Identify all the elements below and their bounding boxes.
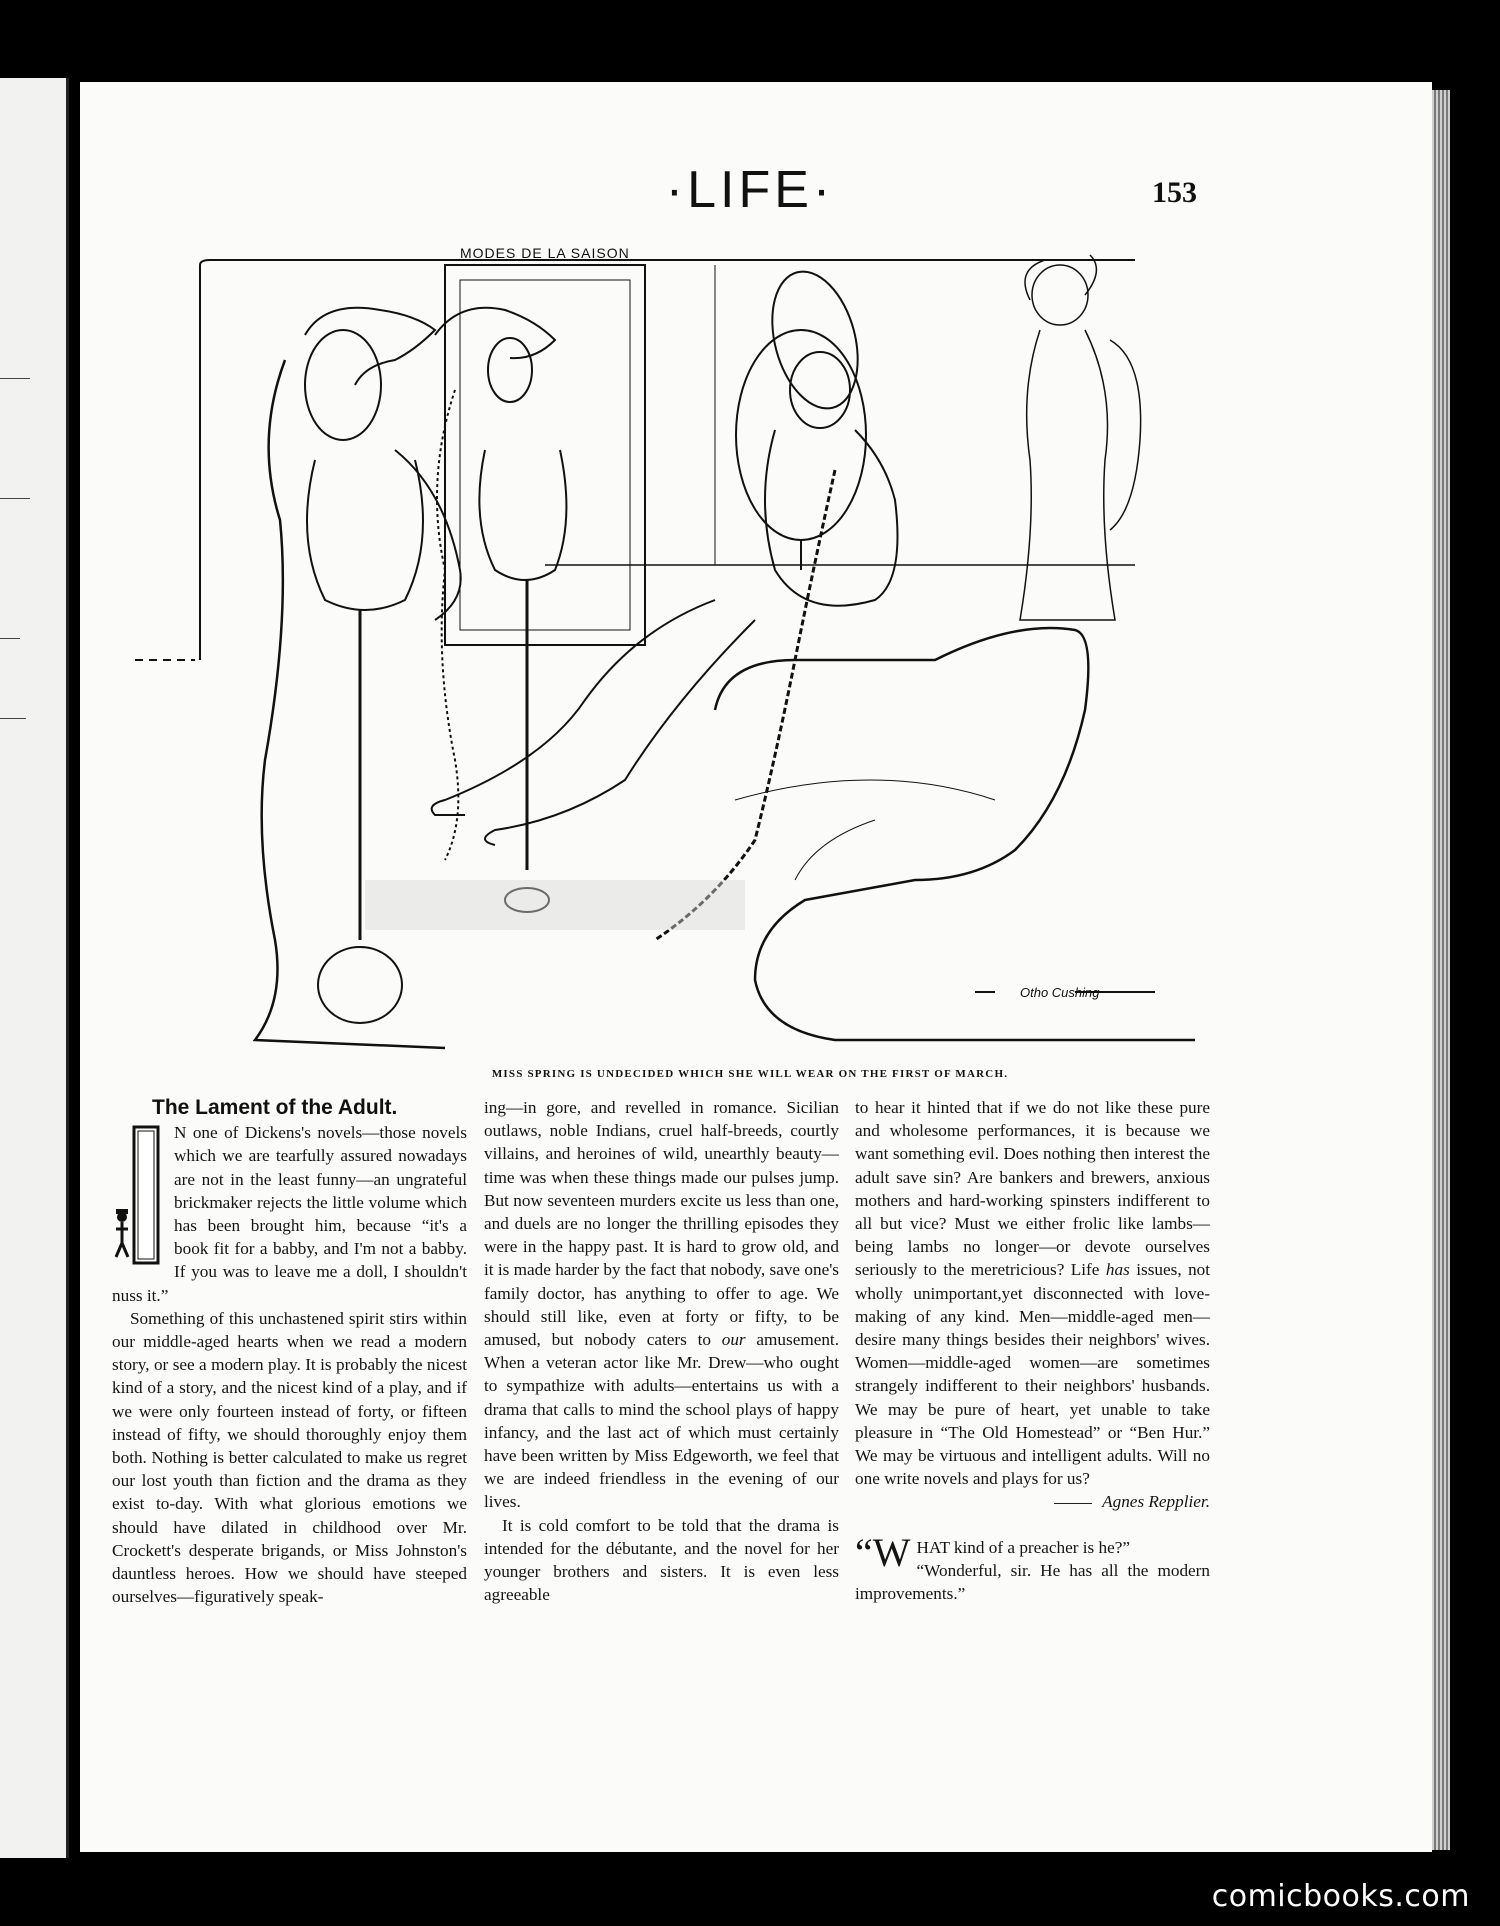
article-paragraph bbox=[484, 1096, 839, 1514]
article-paragraph: It is cold comfort to be told that the drama is intended for the débutante, and the novel for her younger brothers and sisters. It is even less agreeable bbox=[484, 1515, 839, 1605]
sign-text: MODES DE LA SAISON bbox=[460, 245, 630, 261]
adjacent-page-edge bbox=[0, 78, 69, 1858]
watermark: comicbooks.com bbox=[1211, 1879, 1470, 1914]
artist-signature: Otho Cushing bbox=[1020, 985, 1100, 1000]
article-paragraph bbox=[855, 1096, 1210, 1490]
lamb-fur-mannequin bbox=[435, 308, 566, 912]
italic-run: has bbox=[1105, 1260, 1130, 1280]
page-stack-edge bbox=[1432, 90, 1450, 1850]
italic-run: our bbox=[721, 1330, 746, 1350]
tall-mirror bbox=[445, 265, 645, 645]
text-run: amusement. When a veteran actor like Mr. Drew—who ought to sympathize with adults—entertains us with a drama that calls to mind the school plays of happy infancy, and the last act of which must certainly have been written by Miss Edgeworth, we feel that we are indeed friendless in the evening of our lives. bbox=[484, 1330, 839, 1512]
text-run: ing—in gore, and revelled in romance. Sicilian outlaws, noble Indians, cruel half-breeds, courtly villains, and heroines of wild, unearthly beauty—time was when these things made our pulses jump. But now seventeen murders excite us less than one, and duels are no longer the thrilling episodes they were in the happy past. It is hard to grow old, and it is made harder by the fact that nobody, save one's family doctor, has anything to offer to age. We should still like, even at forty or fifty, to be amused, but nobody caters to bbox=[484, 1098, 839, 1350]
decorative-initial-i bbox=[112, 1125, 162, 1265]
illustrated-initial-icon bbox=[112, 1125, 162, 1265]
page-fragment-line bbox=[0, 638, 20, 639]
illustration bbox=[115, 240, 1205, 1060]
page-fragment-line bbox=[0, 718, 26, 719]
joke-item bbox=[855, 1529, 1210, 1606]
sofa bbox=[715, 628, 1195, 1040]
masthead-title: ·LIFE· bbox=[665, 161, 835, 219]
joke-question: HAT kind of a preacher is he?” bbox=[916, 1537, 1131, 1557]
article-column-3 bbox=[855, 1096, 1210, 1605]
article-headline: The Lament of the Adult. bbox=[152, 1096, 398, 1119]
lion-fur-mannequin bbox=[255, 308, 461, 1048]
article-column-1 bbox=[112, 1096, 467, 1608]
drop-letter: W bbox=[872, 1529, 911, 1575]
text-run: to hear it hinted that if we do not like these pure and wholesome performances, it is because we want something evil. Does nothing then interest the adult save sin? Are bankers and brewers, anxious mothers and hard-working spinsters indifferent to all but vice? Must we either frolic like lambs—being lambs no longer—or devote ourselves seriously to the meretricious? Life bbox=[855, 1098, 1210, 1280]
article-column-2 bbox=[484, 1096, 839, 1606]
joke-drop-cap bbox=[855, 1529, 911, 1575]
floor-shadow bbox=[365, 880, 745, 930]
text-run: issues, not wholly unimportant,yet disconnected with love-making of any kind. Men—middle-aged men—desire many things besides their neighbors' wives. Women—middle-aged women—are sometimes strangely indifferent to their neighbors' husbands. We may be pure of heart, yet unable to take pleasure in “The Old Homestead” or “Ben Hur.” We may be virtuous and intelligent adults. Will no one write novels and plays for us? bbox=[855, 1260, 1211, 1489]
article-paragraph: N one of Dickens's novels—those novels which we are tearfully assured nowadays are not in the least funny—an ungrateful brickmaker rejects the little volume which has been brought him, because “it's a book fit for a babby, and I'm not a babby. If you was to leave me a doll, I shouldn't nuss it.” bbox=[112, 1123, 467, 1305]
author-name: Agnes Repplier. bbox=[1102, 1492, 1210, 1512]
open-quote: “ bbox=[855, 1529, 873, 1575]
page-fragment-line bbox=[0, 498, 30, 499]
page-fragment-line bbox=[0, 378, 30, 379]
author-signature bbox=[855, 1490, 1210, 1513]
signature-rule bbox=[1054, 1503, 1092, 1504]
article-paragraph: Something of this unchastened spirit stirs within our middle-aged hearts when we read a modern story, or see a modern play. It is probably the nicest kind of a story, and the nicest kind of a play, and if we were only fourteen instead of forty, or fifteen instead of fifty, we should thoroughly enjoy them both. Nothing is better calculated to make us regret our lost youth than fiction and the drama as they exist to-day. With what glorious emotions we should have dilated in childhood over Mr. Crockett's desperate brigands, or Miss Johnston's dauntless heroes. How we should have steeped ourselves—figuratively speak- bbox=[112, 1308, 467, 1607]
page-number: 153 bbox=[1152, 176, 1197, 209]
joke-answer: “Wonderful, sir. He has all the modern improvements.” bbox=[855, 1560, 1210, 1604]
wall-frame bbox=[200, 260, 1135, 660]
illustration-caption: MISS SPRING IS UNDECIDED WHICH SHE WILL WEAR ON THE FIRST OF MARCH. bbox=[491, 1068, 1009, 1080]
seated-woman bbox=[432, 262, 898, 940]
